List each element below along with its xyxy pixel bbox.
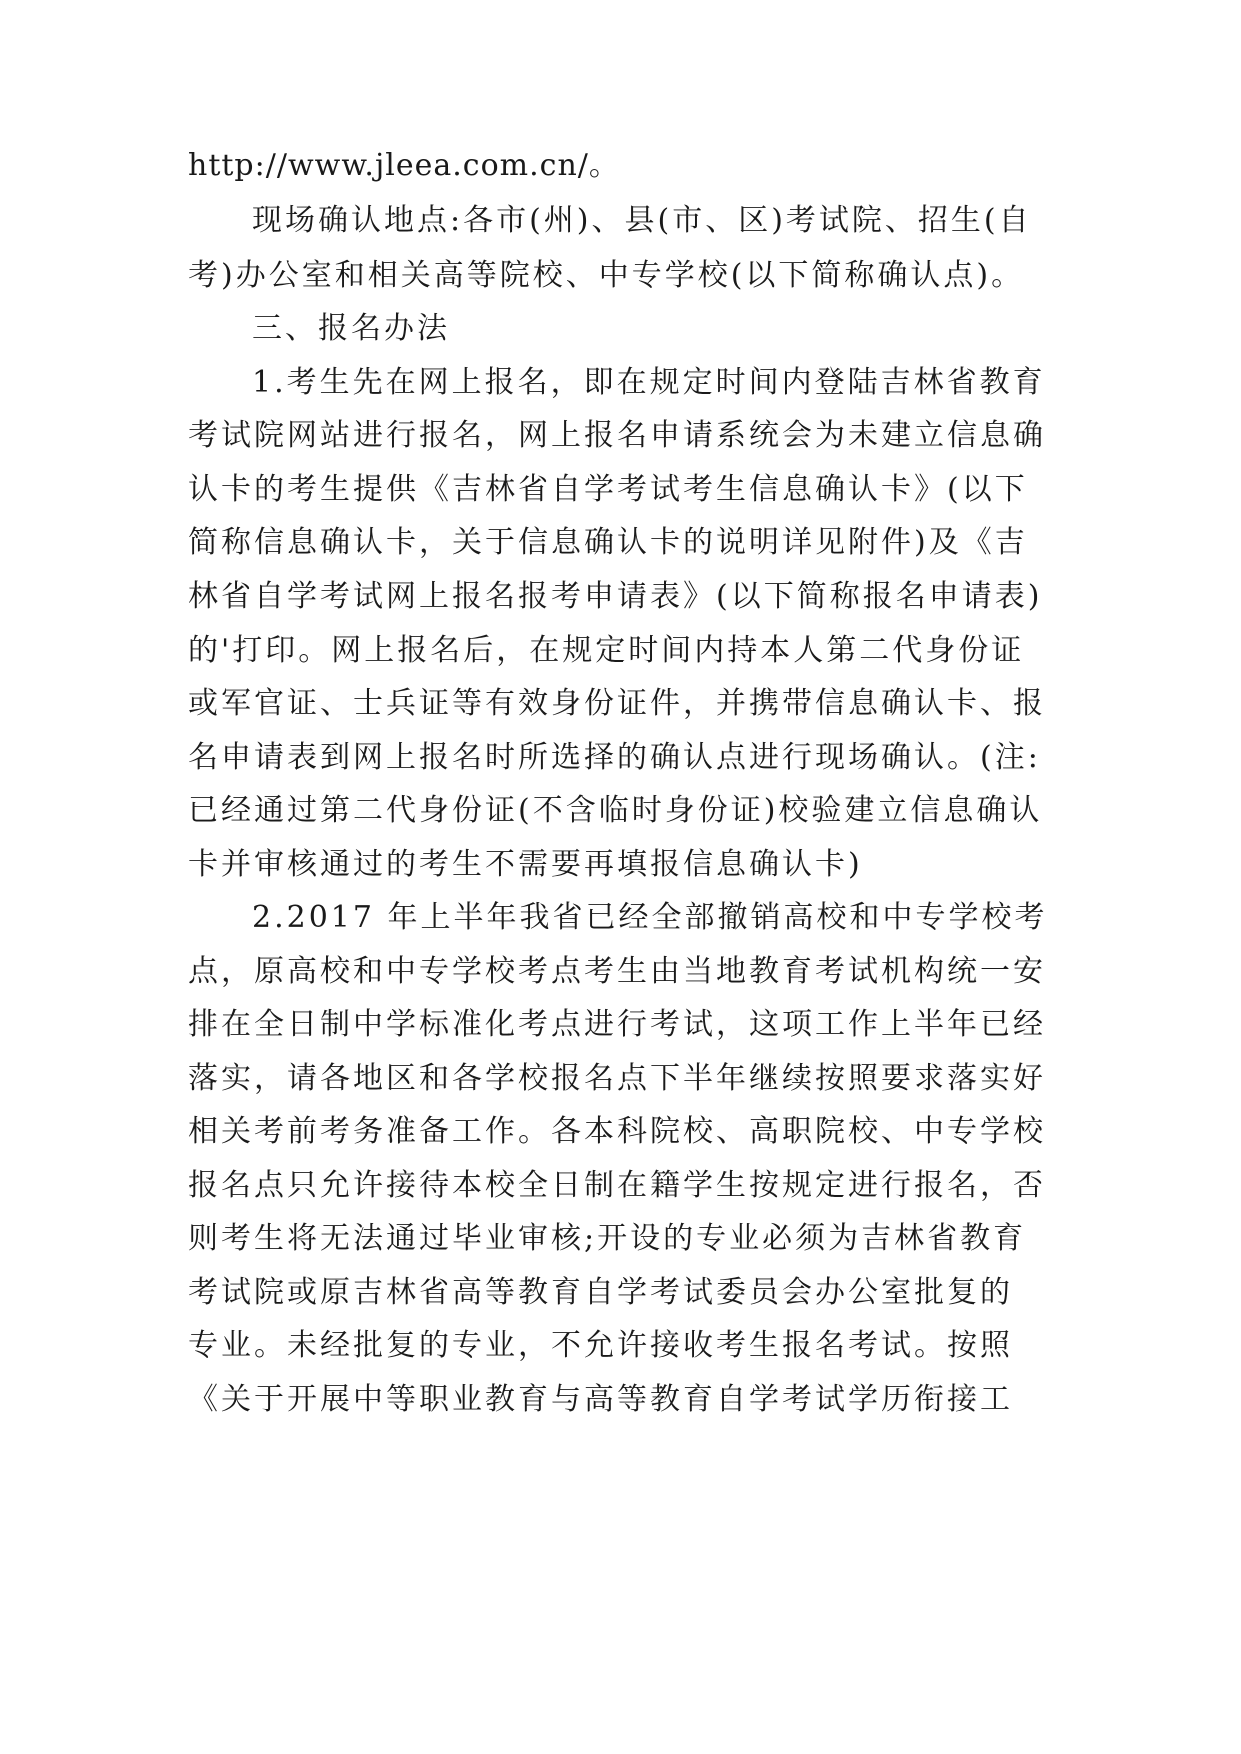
paragraph-1-line: 认卡的考生提供《吉林省自学考试考生信息确认卡》(以下 <box>188 472 1028 507</box>
paragraph-2-line: 2.2017 年上半年我省已经全部撤销高校和中专学校考 <box>252 900 1048 935</box>
section-heading: 三、报名办法 <box>252 311 450 346</box>
paragraph-1-line: 简称信息确认卡，关于信息确认卡的说明详见附件)及《吉 <box>188 525 1028 560</box>
paragraph-1-line: 已经通过第二代身份证(不含临时身份证)校验建立信息确认 <box>188 793 1043 828</box>
paragraph-1-line: 或军官证、士兵证等有效身份证件，并携带信息确认卡、报 <box>188 686 1046 721</box>
paragraph-2-line: 专业。未经批复的专业，不允许接收考生报名考试。按照 <box>188 1328 1013 1363</box>
paragraph-1-line: 卡并审核通过的考生不需要再填报信息确认卡) <box>188 847 863 882</box>
paragraph-2-line: 落实，请各地区和各学校报名点下半年继续按照要求落实好 <box>188 1061 1046 1096</box>
paragraph-1-line: 的'打印。网上报名后，在规定时间内持本人第二代身份证 <box>188 633 1025 668</box>
paragraph-1-line: 考试院网站进行报名，网上报名申请系统会为未建立信息确 <box>188 418 1046 453</box>
confirmation-location-line: 考)办公室和相关高等院校、中专学校(以下简称确认点)。 <box>188 258 1025 293</box>
paragraph-2-line: 考试院或原吉林省高等教育自学考试委员会办公室批复的 <box>188 1275 1013 1310</box>
paragraph-1-line: 1.考生先在网上报名，即在规定时间内登陆吉林省教育 <box>252 365 1046 400</box>
paragraph-2-line: 相关考前考务准备工作。各本科院校、高职院校、中专学校 <box>188 1114 1046 1149</box>
website-url-line: http://www.jleea.com.cn/。 <box>188 148 620 183</box>
paragraph-2-line: 排在全日制中学标准化考点进行考试，这项工作上半年已经 <box>188 1007 1046 1042</box>
paragraph-2-line: 则考生将无法通过毕业审核;开设的专业必须为吉林省教育 <box>188 1221 1027 1256</box>
paragraph-2-line: 点，原高校和中专学校考点考生由当地教育考试机构统一安 <box>188 954 1046 989</box>
paragraph-2-line: 《关于开展中等职业教育与高等教育自学考试学历衔接工 <box>188 1382 1013 1417</box>
paragraph-1-line: 林省自学考试网上报名报考申请表》(以下简称报名申请表) <box>188 579 1043 614</box>
paragraph-2-line: 报名点只允许接待本校全日制在籍学生按规定进行报名，否 <box>188 1168 1046 1203</box>
confirmation-location-line: 现场确认地点:各市(州)、县(市、区)考试院、招生(自 <box>252 203 1032 238</box>
paragraph-1-line: 名申请表到网上报名时所选择的确认点进行现场确认。(注: <box>188 740 1041 775</box>
